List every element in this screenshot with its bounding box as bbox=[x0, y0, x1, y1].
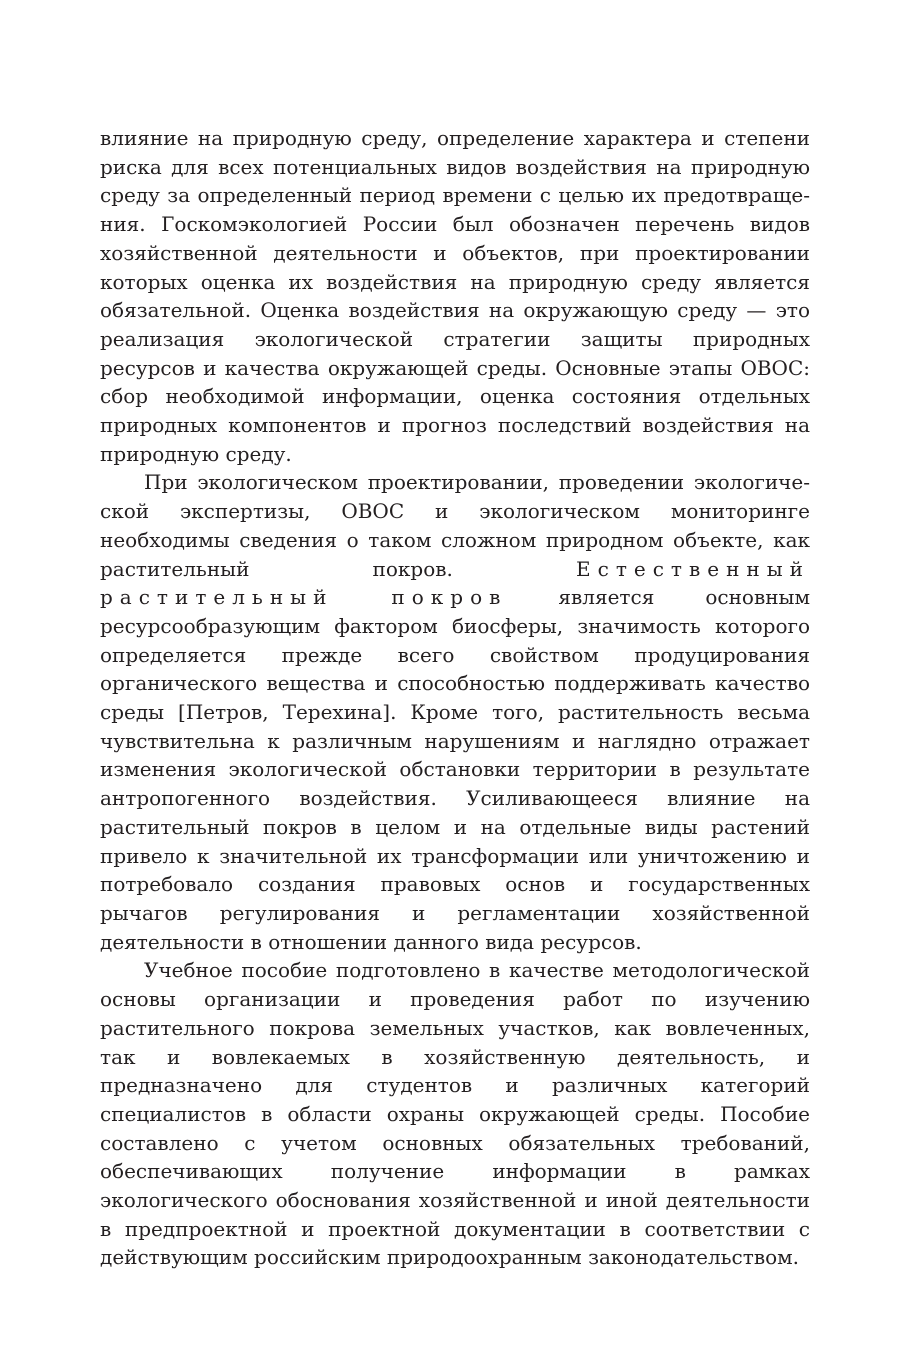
paragraph-2-emphasis: Естественный растительный покров bbox=[100, 556, 810, 610]
paragraph-3: Учебное пособие подготовлено в качестве методологической основы организации и проведения работ по изучению растительного покрова земельных участков, как вовлеченных, так и вовлекаемых в хозяйственную деятельность, и предназначено для студентов и различных категорий специалистов в области охраны окружающей среды. Пособие составлено с учетом основных обязательных требований, обеспечивающих получение информации в рамках экологического обоснования хозяйственной и иной деятельности в предпроектной и проектной документации в соответствии с действующим российским природоохранным законодательством. bbox=[100, 958, 810, 1270]
paragraph-2-lead: При экологическом проектировании, проведении экологической экспертизы, ОВОС и экологическом мониторинге необходимы сведения о таком сложном природном объекте, как растительный покров. bbox=[100, 470, 810, 581]
paragraph-2-rest: является основным ресурсообразующим фактором биосферы, значимость которого определяется прежде всего свойством продуцирования органического вещества и способностью поддерживать качество среды [Петров, Терехина]. Кроме того, растительность весьма чувствительна к различным нарушениям и наглядно отражает изменения экологической обстановки территории в результате антропогенного воздействия. Усиливающееся влияние на растительный покров в целом и на отдельные виды растений привело к значительной их трансформации или уничтожению и потребовало создания правовых основ и государственных рычагов регулирования и регламентации хозяйственной деятельности в отношении данного вида ресурсов. bbox=[100, 585, 811, 954]
paragraph-1: влияние на природную среду, определение характера и степени риска для всех потенциальных видов воздействия на природную среду за определенный период времени с целью их предотвращения. Госкомэкологией России был обозначен перечень видов хозяйственной деятельности и объектов, при проектировании которых оценка их воздействия на природную среду является обязательной. Оценка воздействия на окружающую среду — это реализация экологической стратегии защиты природных ресурсов и качества окружающей среды. Основные этапы ОВОС: сбор необходимой информации, оценка состояния отдельных природных компонентов и прогноз последствий воздействия на природную среду. bbox=[100, 126, 810, 466]
paragraph-2 bbox=[100, 468, 810, 956]
page-body bbox=[100, 124, 810, 1272]
